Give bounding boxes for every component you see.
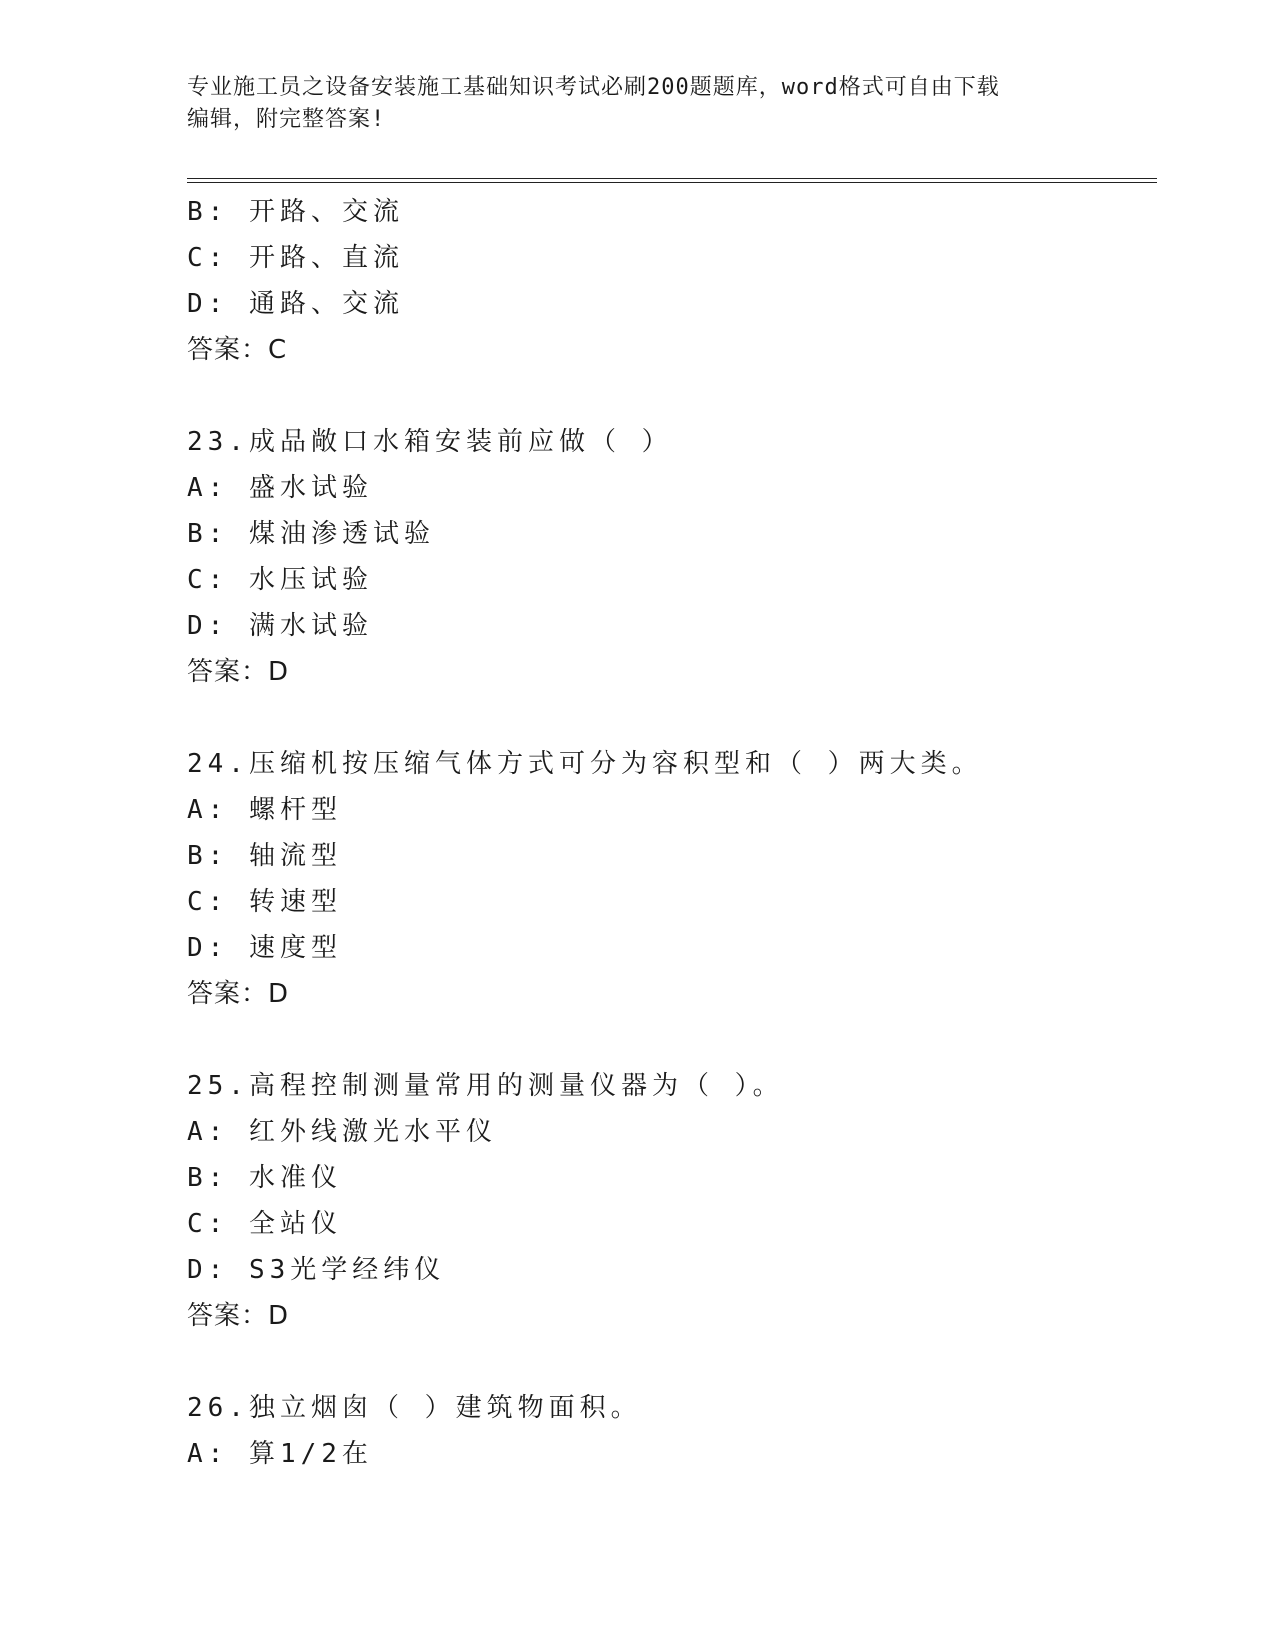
option-b: B: 水准仪 [187, 1163, 342, 1193]
spacer [187, 373, 1157, 419]
spacer [187, 1339, 1157, 1385]
question-stem: 23.成品敞口水箱安装前应做（ ） [187, 427, 673, 457]
answer-label: 答案：D [187, 979, 290, 1009]
answer-label: 答案：D [187, 1301, 290, 1331]
option-b: B: 开路、交流 [187, 197, 404, 227]
question-25 [187, 1063, 1157, 1339]
option-c: C: 水压试验 [187, 565, 373, 595]
question-stem: 25.高程控制测量常用的测量仪器为（ ）。 [187, 1071, 784, 1101]
option-c: C: 转速型 [187, 887, 342, 917]
option-d: D: 速度型 [187, 933, 342, 963]
option-d: D: S3光学经纬仪 [187, 1255, 446, 1285]
option-b: B: 煤油渗透试验 [187, 519, 435, 549]
document-header [187, 72, 1087, 136]
header-line-1: 专业施工员之设备安装施工基础知识考试必刷200题题库，word格式可自由下载 [187, 75, 1000, 100]
answer-label: 答案：D [187, 657, 290, 687]
header-divider [187, 178, 1157, 183]
document-page [187, 0, 1157, 1650]
option-c: C: 全站仪 [187, 1209, 342, 1239]
option-a: A: 盛水试验 [187, 473, 373, 503]
option-d: D: 满水试验 [187, 611, 373, 641]
header-line-2: 编辑，附完整答案! [187, 107, 386, 132]
question-stem: 26.独立烟囱（ ）建筑物面积。 [187, 1393, 642, 1423]
option-c: C: 开路、直流 [187, 243, 404, 273]
question-23 [187, 419, 1157, 695]
question-list [187, 189, 1157, 1477]
question-26 [187, 1385, 1157, 1477]
question-stem: 24.压缩机按压缩气体方式可分为容积型和（ ）两大类。 [187, 749, 983, 779]
spacer [187, 1017, 1157, 1063]
option-a: A: 算1/2在 [187, 1439, 373, 1469]
answer-label: 答案：C [187, 335, 288, 365]
question-24 [187, 741, 1157, 1017]
question-22 [187, 189, 1157, 373]
option-a: A: 红外线激光水平仪 [187, 1117, 497, 1147]
spacer [187, 695, 1157, 741]
option-a: A: 螺杆型 [187, 795, 342, 825]
option-b: B: 轴流型 [187, 841, 342, 871]
option-d: D: 通路、交流 [187, 289, 404, 319]
